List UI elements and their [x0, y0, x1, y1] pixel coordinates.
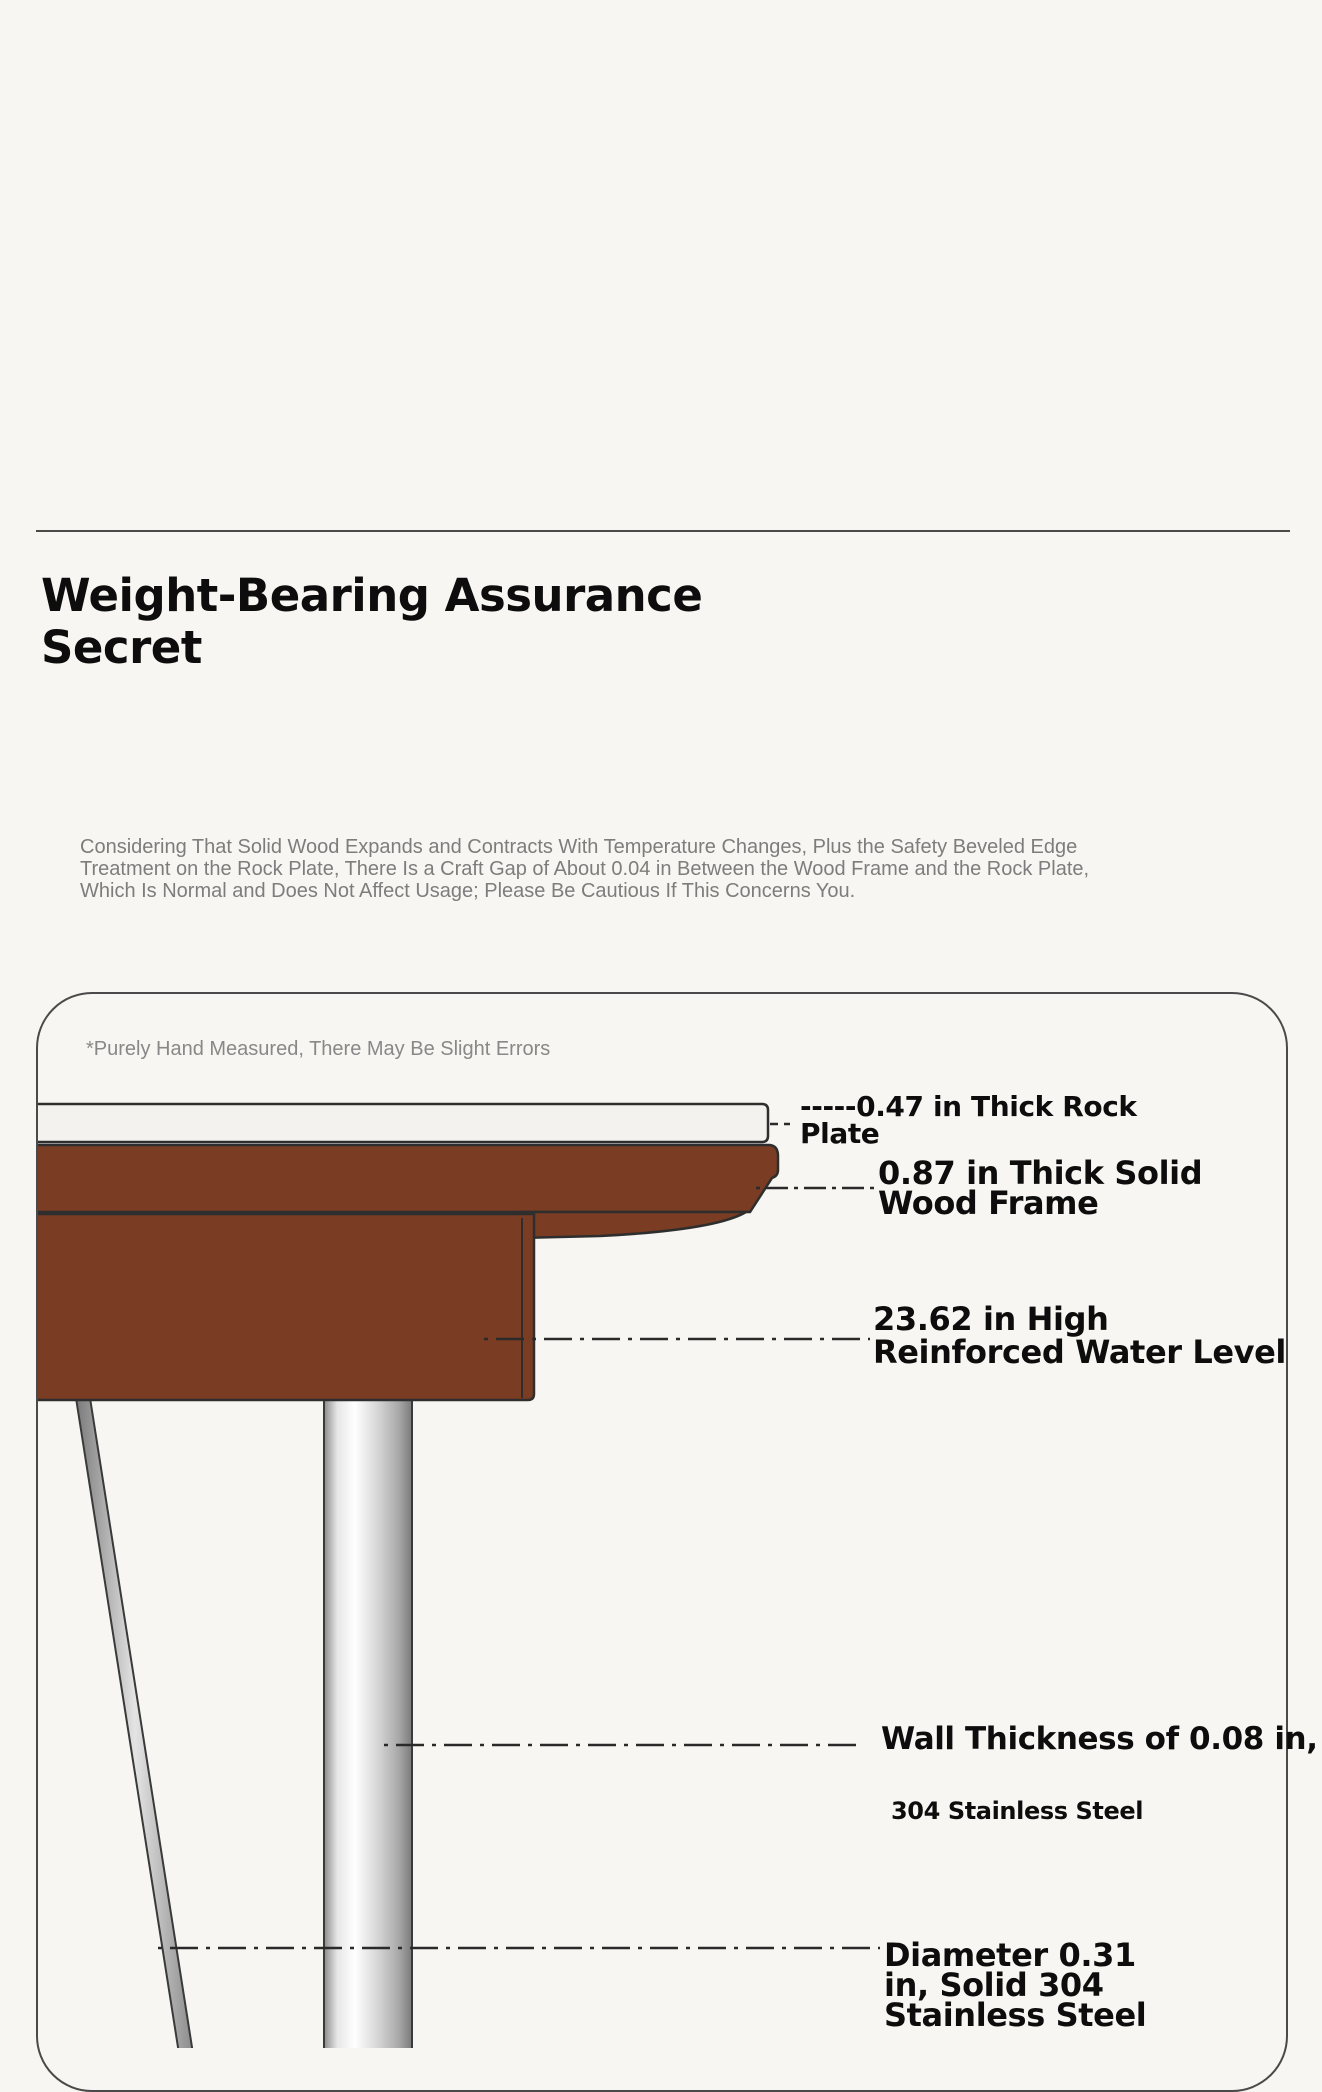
water-level-label: 23.62 in High Reinforced Water Level [873, 1300, 1286, 1371]
wood-apron-edge [520, 1212, 746, 1238]
rock-plate [20, 1104, 768, 1142]
wood-frame-label: 0.87 in Thick Solid Wood Frame [878, 1154, 1203, 1222]
stainless-steel-label: 304 Stainless Steel [891, 1797, 1144, 1825]
craft-gap-note: Considering That Solid Wood Expands and Contracts With Temperature Changes, Plus the Safety Beveled Edge Treatment on the Rock Plate, There Is a Craft Gap of About 0.04 in Between the Wood Frame and the Rock Plate, Which Is Normal and Does Not Affect Usage; Please Be Cautious If This Concerns You. [80, 836, 1090, 902]
diameter-label: Diameter 0.31 in, Solid 304 Stainless Steel [884, 1936, 1147, 2034]
measurement-disclaimer: *Purely Hand Measured, There May Be Slight Errors [86, 1038, 551, 1060]
rock-plate-label: -----0.47 in Thick Rock Plate [800, 1090, 1137, 1150]
wood-apron [20, 1214, 534, 1400]
slanted-steel-rod [76, 1398, 194, 2048]
wall-thickness-label: Wall Thickness of 0.08 in, [881, 1721, 1318, 1757]
wood-frame [20, 1145, 778, 1212]
page-title: Weight-Bearing Assurance Secret [41, 569, 703, 674]
steel-tube-leg [324, 1398, 412, 2048]
